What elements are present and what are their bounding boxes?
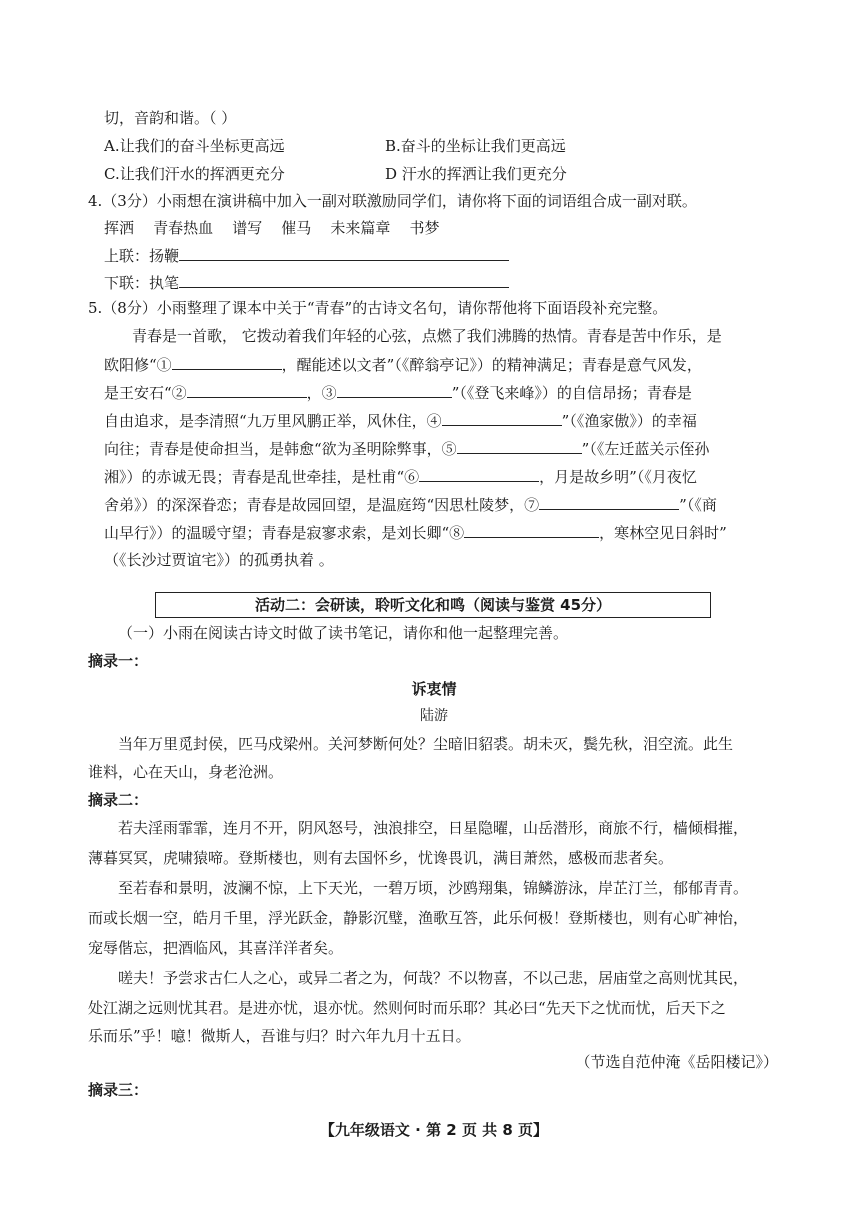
q5-line-7 [104,494,717,515]
q3-intro: 切，音韵和谐。（ ） [104,109,237,127]
prose-p1-line-2: 薄暮冥冥，虎啸猿啼。登斯楼也，则有去国怀乡，忧谗畏讥，满目萧然，感极而悲者矣。 [88,849,674,867]
q3-option-d: D 汗水的挥洒让我们更充分 [385,165,567,183]
q5-line-1: 青春是一首歌， 它拨动着我们年轻的心弦，点燃了我们沸腾的热情。青春是苦中作乐，是 [132,327,722,345]
q5-text: 湘》）的赤诚无畏；青春是乱世牵挂，是杜甫“⑥ [104,468,420,486]
q4-word-list [104,218,439,238]
q3-option-c: C.让我们汗水的挥洒更充分 [104,165,285,183]
q5-blank-6[interactable] [419,466,539,482]
q5-text: 山早行》）的温暖守望；青春是寂寥求索，是刘长卿“⑧ [104,524,465,542]
q3-option-b: B.奋斗的坐标让我们更高远 [385,137,566,155]
prose-p3-line-3: 乐而乐”乎！噫！微斯人，吾谁与归？时六年九月十五日。 [88,1027,471,1045]
poem-author: 陆游 [420,708,448,724]
prose-p2-line-2: 而或长烟一空，皓月千里，浮光跃金，静影沉璧，渔歌互答，此乐何极！登斯楼也，则有心旷神怡， [88,909,749,927]
q4-word: 未来篇章 [330,219,391,237]
q5-text: 自由追求，是李清照“九万里风鹏正举，风休住，④ [104,412,442,430]
poem-line-1: 当年万里觅封侯，匹马戍梁州。关河梦断何处？尘暗旧貂裘。胡未灭，鬓先秋，泪空流。此生 [118,735,734,753]
q5-line-8 [104,522,727,543]
q5-line-5 [104,438,709,459]
q5-blank-5[interactable] [457,438,582,454]
page-footer: 【九年级语文 · 第 2 页 共 8 页】 [319,1121,549,1139]
q5-blank-4[interactable] [442,410,562,426]
q4-word: 谱写 [232,219,263,237]
q5-text: 是王安石“② [104,384,187,402]
poem-title: 诉衷情 [411,680,457,698]
q5-blank-1[interactable] [172,354,282,370]
q4-stem: 4.（3分）小雨想在演讲稿中加入一副对联激励同学们，请你将下面的词语组合成一副对联。 [88,192,697,210]
q4-lower-couplet [104,272,509,293]
q5-text: ，③ [306,384,337,402]
q5-blank-2[interactable] [187,382,307,398]
q5-line-2 [104,354,702,375]
q4-lower-label: 下联：执笔 [104,274,180,292]
q5-blank-3[interactable] [337,382,452,398]
prose-source: （节选自范仲淹《岳阳楼记》） [575,1053,778,1071]
prose-p2-line-3: 宠辱偕忘，把酒临风，其喜洋洋者矣。 [88,939,344,957]
poem-line-2: 谁料，心在天山，身老沧洲。 [88,763,284,781]
q5-line-9: （《长沙过贾谊宅》）的孤勇执着 。 [104,551,334,569]
activity-2-intro: （一）小雨在阅读古诗文时做了读书笔记，请你和他一起整理完善。 [118,624,569,642]
prose-p2-line-1: 至若春和景明，波澜不惊，上下天光，一碧万顷，沙鸥翔集，锦鳞游泳，岸芷汀兰，郁郁青青。 [118,879,749,897]
q5-text: ，寒林空见日斜时” [599,524,727,542]
q4-lower-blank[interactable] [179,272,509,288]
q5-text: ，醒能述以文者”（《醉翁亭记》）的精神满足；青春是意气风发， [281,356,702,374]
prose-p3-line-2: 处江湖之远则忧其君。是进亦忧，退亦忧。然则何时而乐耶？其必曰“先天下之忧而忧，后天下之 [88,999,726,1017]
q5-text: 欧阳修“① [104,356,172,374]
excerpt-1-label: 摘录一： [88,652,149,670]
q4-upper-label: 上联：扬鞭 [104,247,180,265]
q5-line-4 [104,410,697,431]
q5-line-6 [104,466,697,487]
q4-upper-blank[interactable] [179,245,509,261]
prose-p1-line-1: 若夫淫雨霏霏，连月不开，阴风怒号，浊浪排空，日星隐曜，山岳潜形，商旅不行，樯倾楫摧， [118,819,749,837]
q4-word: 催马 [281,219,312,237]
q4-upper-couplet [104,245,509,266]
q4-word: 书梦 [409,219,440,237]
q5-text: ”（《登飞来峰》）的自信昂扬；青春是 [451,384,692,402]
q5-text: 向往；青春是使命担当，是韩愈“欲为圣明除弊事，⑤ [104,440,457,458]
q4-word: 青春热血 [153,219,214,237]
q5-text: ”（《渔家傲》）的幸福 [561,412,697,430]
q4-word: 挥洒 [104,219,135,237]
prose-p3-line-1: 嗟夫！予尝求古仁人之心，或异二者之为，何哉？不以物喜，不以己悲，居庙堂之高则忧其民， [118,969,749,987]
activity-2-title: 活动二：会研读，聆听文化和鸣（阅读与鉴赏 45分） [254,596,612,614]
excerpt-3-label: 摘录三： [88,1081,149,1099]
q5-blank-8[interactable] [464,522,599,538]
activity-2-header-box [155,592,711,618]
q5-stem: 5.（8分）小雨整理了课本中关于“青春”的古诗文名句，请你帮他将下面语段补充完整。 [88,299,668,317]
q5-line-3 [104,382,692,403]
q3-option-a: A.让我们的奋斗坐标更高远 [104,137,285,155]
q5-text: ”（《商 [679,496,717,514]
q5-blank-7[interactable] [539,494,679,510]
q5-text: 舍弟》）的深深眷恋；青春是故园回望，是温庭筠“因思杜陵梦，⑦ [104,496,540,514]
q5-text: ，月是故乡明”（《月夜忆 [539,468,697,486]
excerpt-2-label: 摘录二： [88,791,149,809]
q5-text: ”（《左迁蓝关示侄孙 [581,440,710,458]
